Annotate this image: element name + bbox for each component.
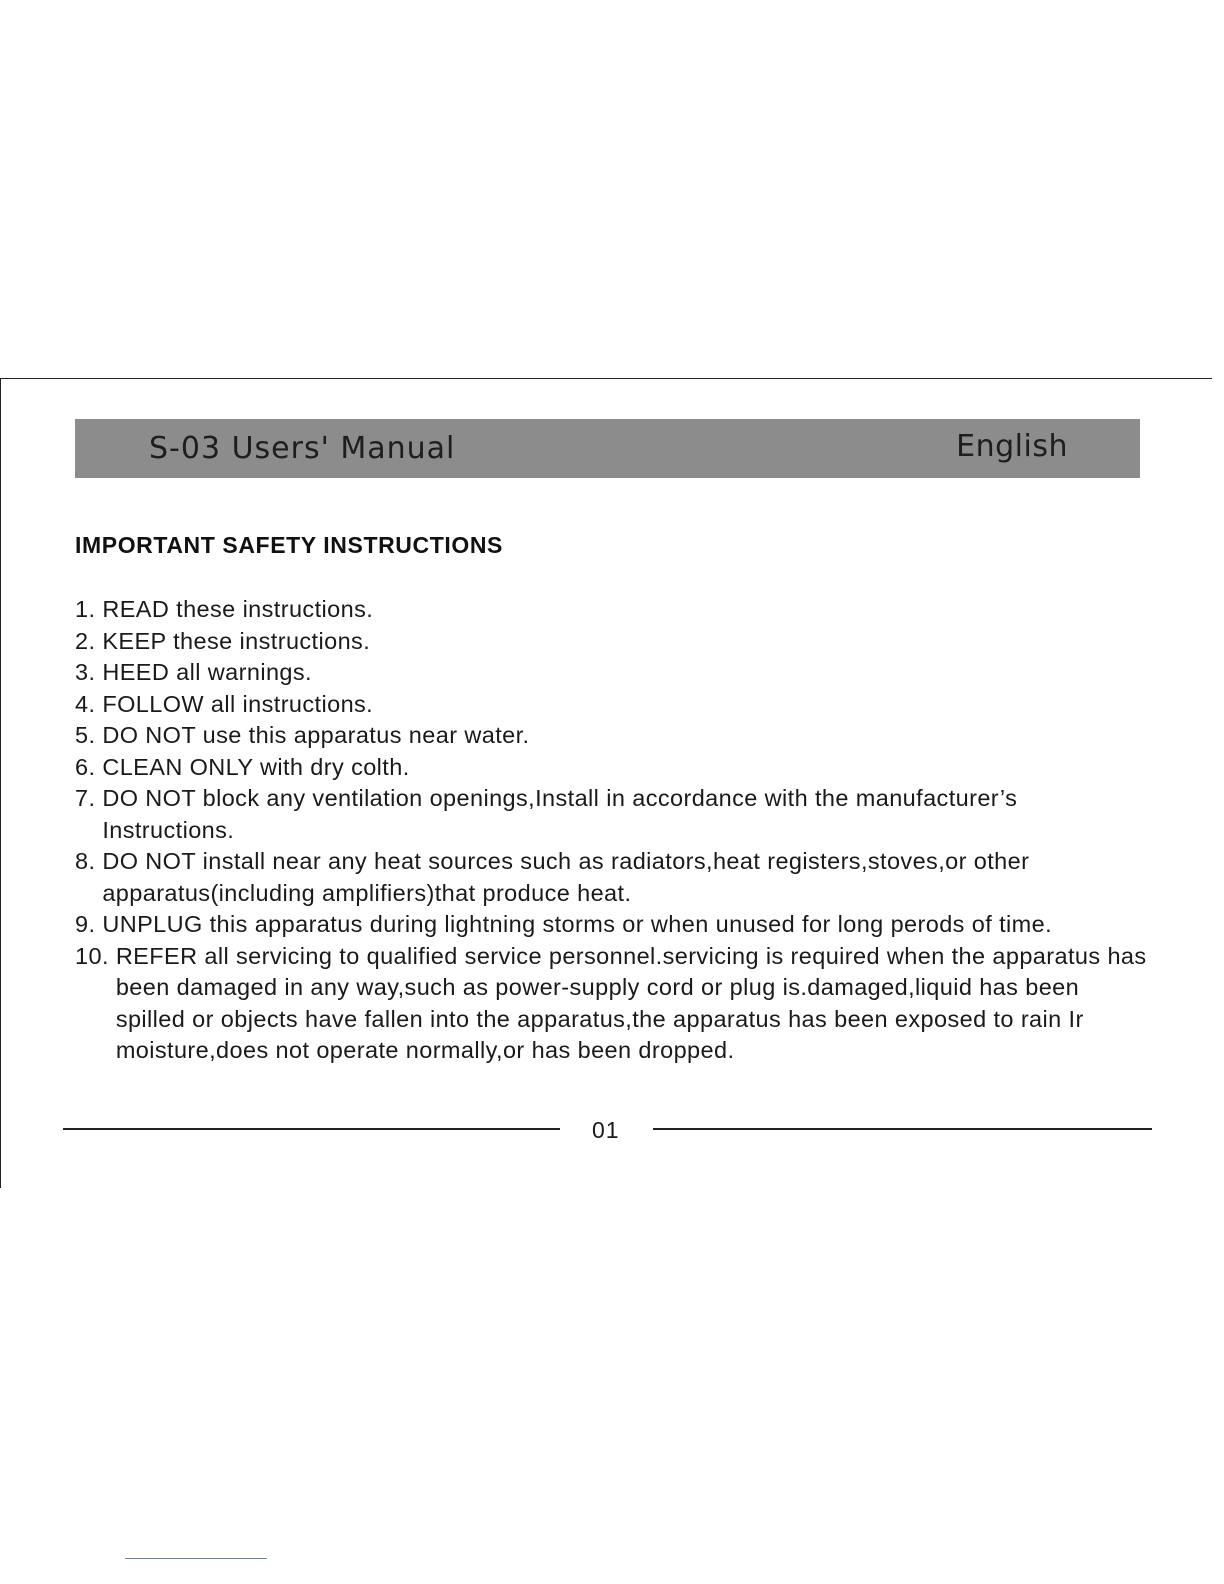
safety-instructions-list [75, 594, 1155, 1067]
instruction-number: 3. [75, 659, 103, 685]
instruction-item [75, 941, 1155, 1067]
instruction-number: 5. [75, 722, 103, 748]
instruction-text: DO NOT block any ventilation openings,Install in accordance with the manufacturer’s Instructions. [102, 785, 1018, 843]
header-bar [75, 419, 1140, 478]
instruction-number: 10. [75, 942, 116, 969]
instruction-item [75, 720, 1155, 752]
instruction-item [75, 909, 1155, 941]
instruction-number: 9. [75, 911, 103, 937]
instruction-number: 2. [75, 627, 103, 654]
instruction-item [75, 783, 1155, 846]
instruction-number: 4. [75, 690, 103, 717]
footer-rule-left [63, 1128, 560, 1130]
instruction-text: HEED all warnings. [102, 659, 312, 685]
instruction-item [75, 657, 1155, 689]
instruction-number: 8. [75, 848, 103, 874]
instruction-number: 6. [75, 753, 103, 780]
instruction-number: 1. [75, 596, 103, 622]
instruction-text: KEEP these instructions. [102, 627, 371, 654]
bottom-divider [125, 1558, 267, 1559]
instruction-item [75, 689, 1155, 721]
instruction-text: DO NOT install near any heat sources such as radiators,heat registers,stoves,or other apparatus(including amplifiers)that produce heat. [102, 848, 1030, 906]
language-label: English [956, 429, 1068, 464]
footer-rule-right [653, 1128, 1152, 1130]
instruction-text: DO NOT use this apparatus near water. [102, 722, 530, 748]
instruction-text: CLEAN ONLY with dry colth. [102, 753, 410, 780]
page-number: 01 [592, 1117, 620, 1143]
manual-title: S-03 Users' Manual [149, 431, 456, 466]
section-heading: IMPORTANT SAFETY INSTRUCTIONS [75, 532, 503, 558]
instruction-number: 7. [75, 785, 103, 811]
instruction-text: REFER all servicing to qualified service personnel.servicing is required when the apparatus has been damaged in any way,such as power-supply cord or plug is.damaged,liquid has been spilled or objects have fallen into the apparatus,the apparatus has been exposed to rain Ir moisture,does not operate normally,or has been dropped. [115, 942, 1147, 1063]
instruction-item [75, 752, 1155, 784]
instruction-text: FOLLOW all instructions. [102, 690, 374, 717]
instruction-item [75, 846, 1155, 909]
instruction-item [75, 626, 1155, 658]
instruction-text: UNPLUG this apparatus during lightning storms or when unused for long perods of time. [102, 911, 1053, 937]
instruction-item [75, 594, 1155, 626]
instruction-text: READ these instructions. [102, 596, 374, 622]
